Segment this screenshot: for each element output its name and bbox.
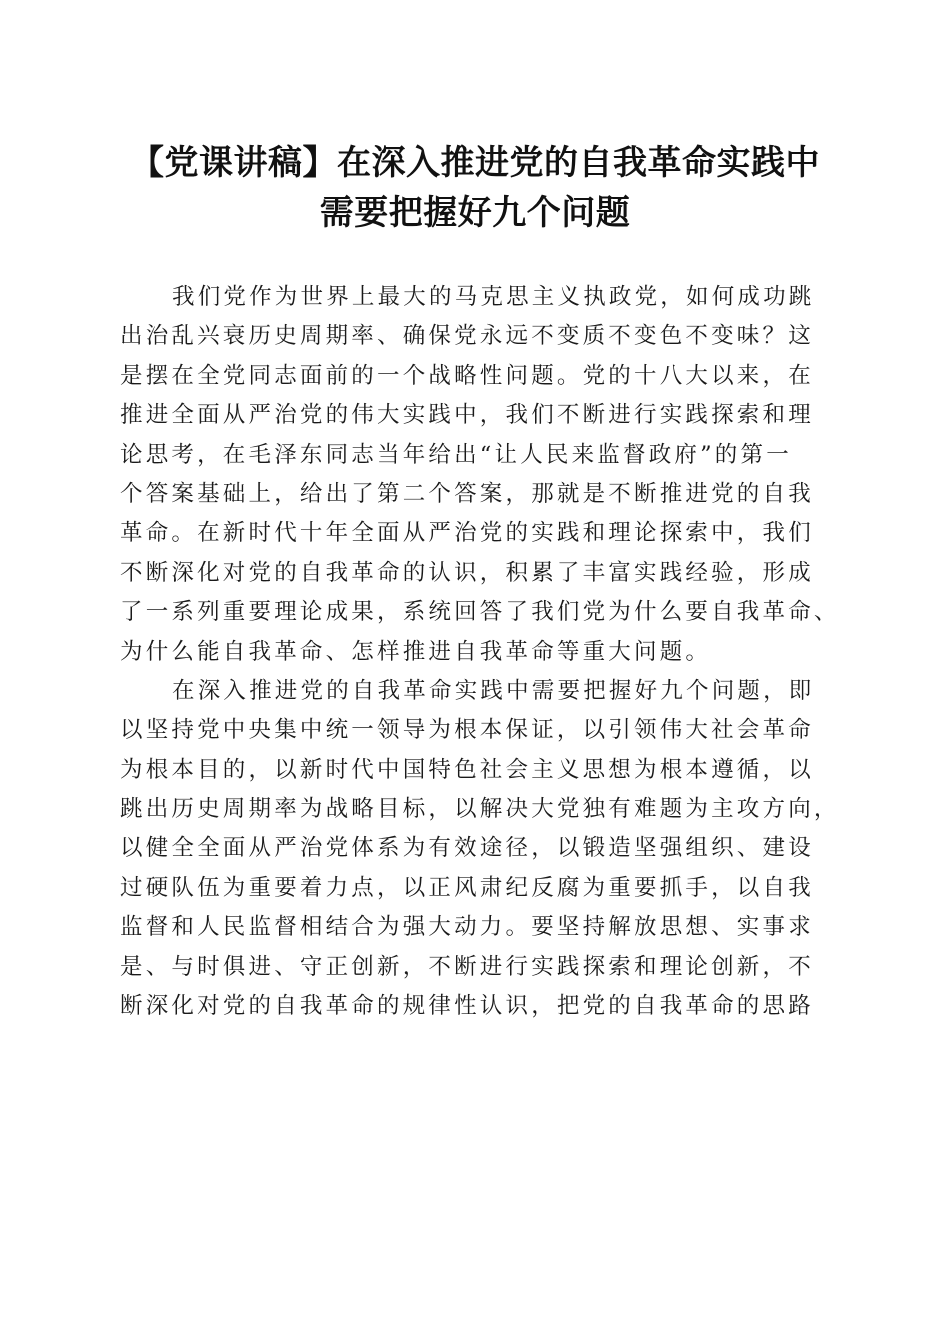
text-line: 论思考，在毛泽东同志当年给出“让人民来监督政府”的第一: [120, 441, 792, 468]
paragraph-2: [120, 672, 840, 1027]
text-line: 个答案基础上，给出了第二个答案，那就是不断推进党的自我: [120, 480, 814, 507]
document-body: [120, 278, 840, 1026]
text-line: 监督和人民监督相结合为强大动力。要坚持解放思想、实事求: [120, 914, 814, 941]
text-line: 我们党作为世界上最大的马克思主义执政党，如何成功跳: [172, 284, 815, 310]
title-line-1: 【党课讲稿】在深入推进党的自我革命实践中: [130, 143, 820, 183]
text-line: 不断深化对党的自我革命的认识，积累了丰富实践经验，形成: [120, 559, 814, 586]
text-line: 过硬队伍为重要着力点，以正风肃纪反腐为重要抓手，以自我: [120, 874, 814, 901]
text-line: 为什么能自我革命、怎样推进自我革命等重大问题。: [120, 638, 712, 665]
text-line: 是、与时俱进、守正创新，不断进行实践探索和理论创新，不: [120, 953, 814, 980]
title-line-2: 需要把握好九个问题: [319, 193, 631, 233]
text-line: 为根本目的，以新时代中国特色社会主义思想为根本遵循，以: [120, 756, 814, 783]
text-line: 以坚持党中央集中统一领导为根本保证，以引领伟大社会革命: [120, 717, 814, 744]
text-line: 出治乱兴衰历史周期率、确保党永远不变质不变色不变味？这: [120, 323, 814, 350]
text-line: 以健全全面从严治党体系为有效途径，以锻造坚强组织、建设: [120, 835, 814, 862]
text-line: 在深入推进党的自我革命实践中需要把握好九个问题，即: [172, 677, 815, 704]
paragraph-1: [120, 278, 840, 672]
text-line: 跳出历史周期率为战略目标，以解决大党独有难题为主攻方向，: [120, 796, 840, 823]
text-line: 推进全面从严治党的伟大实践中，我们不断进行实践探索和理: [120, 402, 814, 429]
text-line: 了一系列重要理论成果，系统回答了我们党为什么要自我革命、: [120, 599, 840, 626]
document-title: [100, 138, 850, 238]
text-line: 断深化对党的自我革命的规律性认识，把党的自我革命的思路: [120, 993, 814, 1020]
text-line: 革命。在新时代十年全面从严治党的实践和理论探索中，我们: [120, 520, 814, 547]
text-line: 是摆在全党同志面前的一个战略性问题。党的十八大以来，在: [120, 362, 814, 389]
